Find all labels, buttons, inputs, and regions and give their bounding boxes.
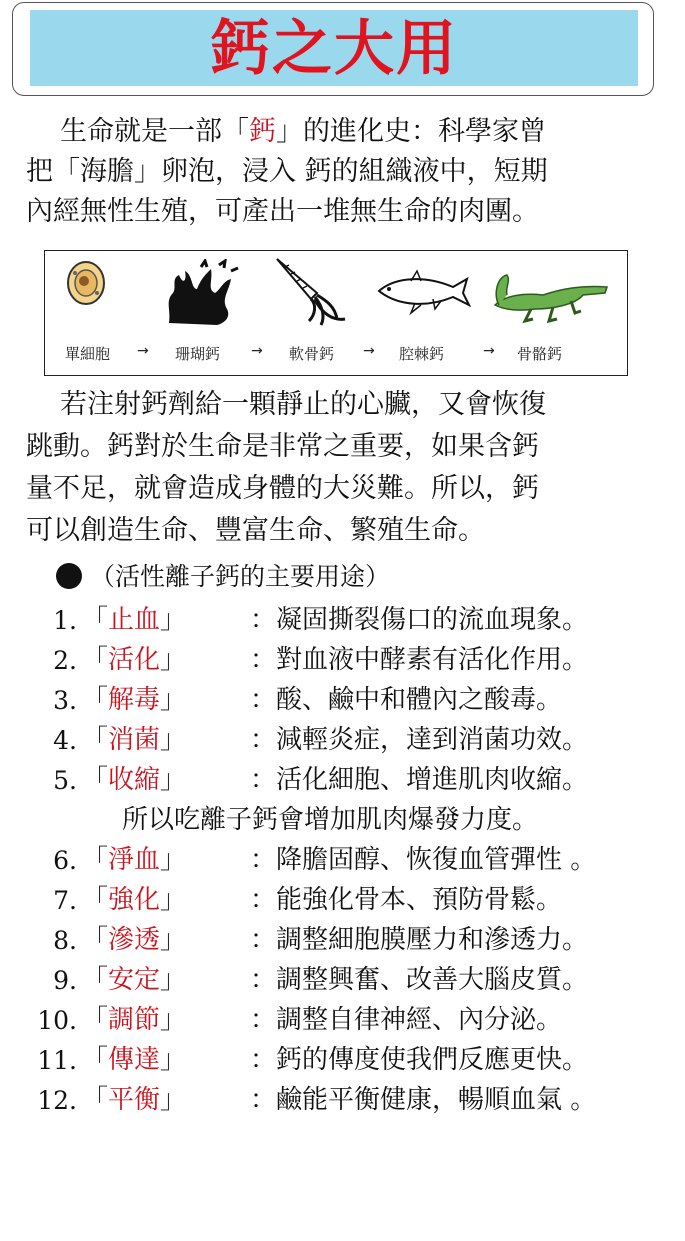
item-keyword: 「安定」 (82, 965, 187, 995)
item-number: 3. (53, 686, 77, 715)
list-item (0, 840, 685, 880)
item-number: 10. (37, 1006, 77, 1035)
intro-line-3: 內經無性生殖，可產出一堆無生命的肉團。 (26, 196, 539, 227)
item-number: 7. (53, 886, 77, 915)
list-item (0, 920, 685, 960)
item-keyword: 「收縮」 (82, 765, 187, 795)
item-number: 6. (53, 846, 77, 875)
item-number: 5. (53, 766, 77, 795)
para2-line-3: 量不足，就會造成身體的大災難。所以，鈣 (26, 473, 539, 504)
item-number: 4. (53, 726, 77, 755)
list-item (0, 1080, 685, 1120)
item-number: 12. (37, 1086, 77, 1115)
item-description: ：鈣的傳度使我們反應更快。 (250, 1045, 589, 1075)
list-item (0, 1040, 685, 1080)
arrow-icon: → (137, 343, 149, 359)
para2-line-4: 可以創造生命、豐富生命、繁殖生命。 (26, 515, 485, 546)
uses-heading-text: （活性離子鈣的主要用途） (90, 562, 391, 591)
item-keyword: 「平衡」 (82, 1085, 187, 1115)
intro-line-2: 把「海膽」卵泡，浸入 鈣的組織液中，短期 (26, 156, 548, 187)
item-description: ：酸、鹼中和體內之酸毒。 (250, 685, 563, 715)
list-item (0, 1000, 685, 1040)
item-keyword: 「活化」 (82, 645, 187, 675)
title-banner (30, 10, 638, 86)
item-number: 2. (53, 646, 77, 675)
list-item (0, 960, 685, 1000)
item-number: 8. (53, 926, 77, 955)
para2-line-2: 跳動。鈣對於生命是非常之重要，如果含鈣 (26, 431, 539, 462)
item-keyword: 「解毒」 (82, 685, 187, 715)
item-number: 9. (53, 966, 77, 995)
uses-heading (56, 560, 390, 594)
squid-icon (271, 255, 357, 331)
item-keyword: 「調節」 (82, 1005, 187, 1035)
item-keyword: 「止血」 (82, 605, 187, 635)
item-description: ：降膽固醇、恢復血管彈性 。 (250, 845, 597, 875)
stage-label-4: 腔棘鈣 (399, 345, 445, 363)
arrow-icon: → (363, 343, 375, 359)
item-description: ：能強化骨本、預防骨鬆。 (250, 885, 563, 915)
page-title: 鈣之大用 (210, 14, 458, 84)
item-keyword: 「淨血」 (82, 845, 187, 875)
item-keyword: 「滲透」 (82, 925, 187, 955)
evolution-figure (44, 250, 628, 376)
item-description: ：調整興奮、改善大腦皮質。 (250, 965, 589, 995)
stage-label-2: 珊瑚鈣 (175, 345, 221, 363)
item-continuation: 所以吃離子鈣會增加肌肉爆發力度。 (122, 805, 539, 835)
arrow-icon: → (251, 343, 263, 359)
stage-label-1: 單細胞 (65, 345, 111, 363)
single-cell-icon (65, 259, 107, 307)
item-keyword: 「強化」 (82, 885, 187, 915)
bullet-icon (56, 563, 82, 589)
list-item (0, 640, 685, 680)
intro-keyword: 鈣 (249, 116, 276, 147)
item-description: ：調整細胞膜壓力和滲透力。 (250, 925, 589, 955)
item-description: ：凝固撕裂傷口的流血現象。 (250, 605, 589, 635)
stage-label-3: 軟骨鈣 (289, 345, 335, 363)
stage-label-5: 骨骼鈣 (517, 345, 563, 363)
item-description: ：調整自律神經、內分泌。 (250, 1005, 563, 1035)
item-keyword: 「傳達」 (82, 1045, 187, 1075)
intro-paragraph (26, 112, 656, 232)
crocodile-icon (491, 265, 611, 327)
item-description: ：減輕炎症，達到消菌功效。 (250, 725, 589, 755)
intro-line-1a: 生命就是一部「 (60, 116, 249, 147)
item-keyword: 「消菌」 (82, 725, 187, 755)
list-item (0, 880, 685, 920)
item-number: 1. (53, 606, 77, 635)
item-description: ：對血液中酵素有活化作用。 (250, 645, 589, 675)
evolution-labels (45, 343, 627, 365)
coelacanth-icon (375, 265, 471, 317)
list-item (0, 720, 685, 760)
item-description: ：鹼能平衡健康，暢順血氣 。 (250, 1085, 597, 1115)
arrow-icon: → (483, 343, 495, 359)
coral-icon (161, 259, 241, 329)
list-item (0, 600, 685, 640)
item-description: ：活化細胞、增進肌肉收縮。 (250, 765, 589, 795)
list-item (0, 680, 685, 720)
intro-line-1b: 」的進化史：科學家曾 (276, 116, 546, 147)
importance-paragraph (26, 384, 656, 552)
para2-line-1: 若注射鈣劑給一顆靜止的心臟，又會恢復 (60, 389, 546, 420)
list-item (0, 760, 685, 800)
item-number: 11. (37, 1046, 77, 1075)
